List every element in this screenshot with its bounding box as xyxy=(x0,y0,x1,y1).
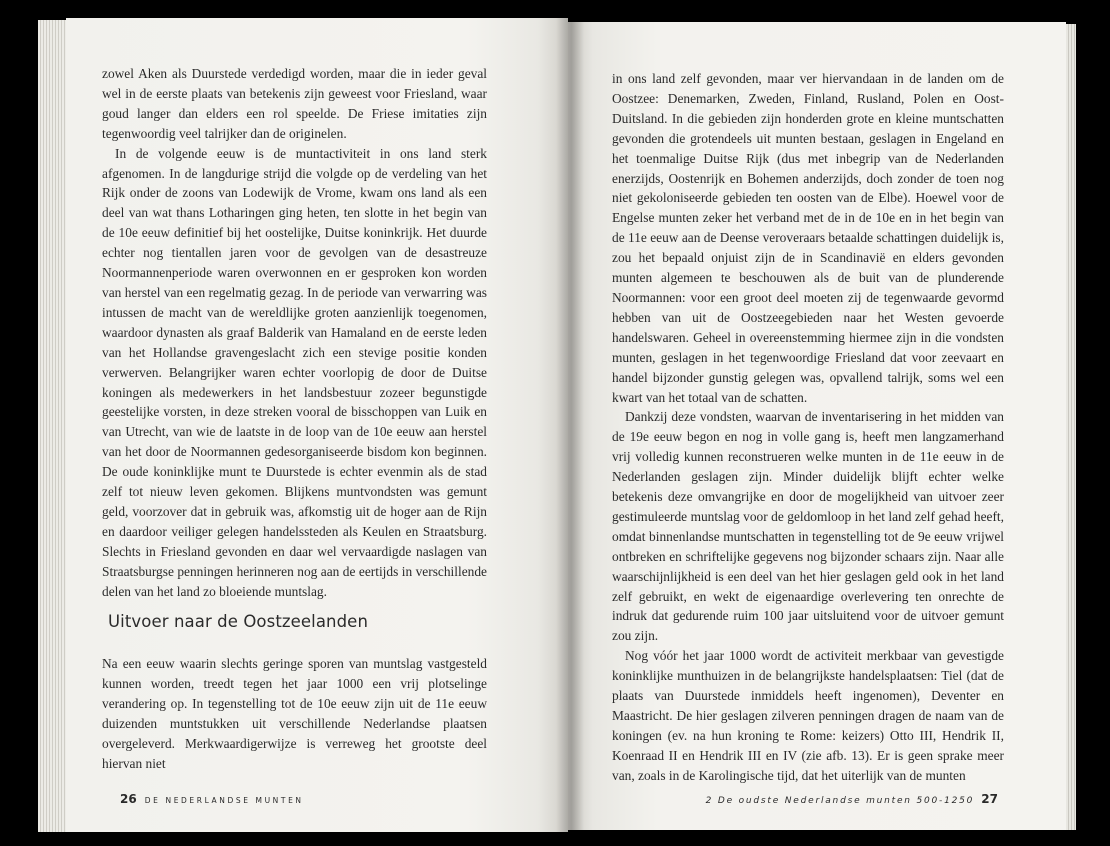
left-page-body-bottom xyxy=(102,654,487,773)
running-head: DE NEDERLANDSE MUNTEN xyxy=(144,796,304,805)
page-number: 26 xyxy=(120,792,137,806)
paragraph: Na een eeuw waarin slechts geringe sporen van muntslag vastgesteld kunnen worden, treedt tegen het jaar 1000 een vrij plotselinge verandering op. In tegenstelling tot de 10e eeuw zijn uit de 11e eeuw duizenden muntstukken uit verschillende Nederlandse plaatsen overgeleverd. Merkwaardigerwijze is verreweg het grootste deel hiervan niet xyxy=(102,656,487,771)
paragraph: in ons land zelf gevonden, maar ver hiervandaan in de landen om de Oostzee: Denemarken, Zweden, Finland, Rusland, Polen en Oost-Duitsland. In die gebieden zijn honderden grote en kleine muntschatten gevonden die grotendeels uit munten bestaan, geslagen in Engeland en het toenmalige Duitse Rijk (dus met inbegrip van de Nederlanden enerzijds, Oostenrijk en Bohemen anderzijds, doch zonder de toen nog niet gekoloniseerde gebieden ten oosten van de Elbe). Hoewel voor de Engelse munten zeker het verband met de in de 10e en in het begin van de 11e eeuw aan de Deense veroveraars betaalde schattingen duidelijk is, zou het bepaald onjuist zijn de in Scandinavië en elders gevonden munten algemeen te beschouwen als de buit van de plunderende Noormannen: voor een groot deel moeten zij de tegenwaarde gevormd hebben van uit de Oostzeegebieden naar het Westen gevoerde handelswaren. Geheel in overeenstemming hiermee zijn in die vondsten munten, geslagen in het tegenwoordige Friesland dat voor zeevaart en handel bijzonder gunstig gelegen was, opvallend talrijk, soms wel een kwart van het totaal van de schatten. xyxy=(612,71,1004,405)
right-page-body xyxy=(612,69,1004,786)
running-head: 2 De oudste Nederlandse munten 500-1250 xyxy=(705,796,975,806)
right-page-footer xyxy=(706,788,998,807)
section-heading: Uitvoer naar de Oostzeelanden xyxy=(108,612,368,631)
paragraph: zowel Aken als Duurstede verdedigd worden, maar die in ieder geval wel in de eerste plaats van betekenis zijn geweest voor Friesland, waar goud langer dan elders een rol speelde. De Friese imitaties zijn tegenwoordig veel talrijker dan de originelen. xyxy=(102,66,487,141)
paragraph: In de volgende eeuw is de muntactiviteit in ons land sterk afgenomen. In de langdurige strijd die volgde op de verdeling van het Rijk onder de zoons van Lodewijk de Vrome, kwam ons land als een deel van wat thans Lotharingen ging heten, ten slotte in het begin van de 10e eeuw definitief bij het oostelijke, Duitse koninkrijk. Het duurde echter nog tientallen jaren voor de gevolgen van de desastreuze Noormannenperiode waren overwonnen en er gesproken kon worden van herstel van een regelmatig gezag. In de periode van verwarring was intussen de macht van de wereldlijke groten aanzienlijk toegenomen, waardoor dynasten als graaf Balderik van Hamaland en de eerste leden van het Hollandse gravengeslacht zich een stevige positie konden verwerven. Belangrijker waren echter voorlopig de door de Duitse koningen als medewerkers in het landsbestuur zozeer begunstigde geestelijke vorsten, in deze streken vooral de bisschoppen van Luik en van Utrecht, van wie de laatste in de loop van de 10e eeuw aan herstel van het door de Noormannen gedesorganiseerde bisdom kon beginnen. De oude koninklijke munt te Duurstede is echter evenmin als de stad zelf tot nieuw leven gekomen. Blijkens muntvondsten was gemunt geld, voorzover dat in gebruik was, afkomstig uit de hoger aan de Rijn en daardoor veiliger gelegen handelssteden als Keulen en Straatsburg. Slechts in Friesland gevonden en daar wel vervaardigde naslagen van Straatsburgse penningen herinneren nog aan de eertijds in verschillende delen van het land zo bloeiende muntslag. xyxy=(102,145,487,599)
left-page-footer xyxy=(120,788,304,807)
paragraph: Dankzij deze vondsten, waarvan de inventarisering in het midden van de 19e eeuw begon en nog in volle gang is, heeft men langzamerhand vrij volledig kunnen reconstrueren welke munten in de 11e eeuw in de Nederlanden geslagen zijn. Minder duidelijk blijft echter welke betekenis deze omvangrijke en door de mogelijkheid van uitvoer zeer gestimuleerde muntslag voor de geldomloop in het land zelf gehad heeft, omdat binnenlandse muntschatten in tegenstelling tot de 9e eeuw vrijwel ontbreken en schriftelijke gegevens nog bijzonder schaars zijn. Naar alle waarschijnlijkheid is een deel van het hier geslagen geld ook in het land zelf gebruikt, en wekt de eigenaardige overlevering ten onrechte de indruk dat gedurende ruim 100 jaar uitsluitend voor de uitvoer gemunt zou zijn. xyxy=(612,409,1004,644)
right-page xyxy=(568,22,1066,830)
paragraph: Nog vóór het jaar 1000 wordt de activiteit merkbaar van gevestigde koninklijke munthuizen in de belangrijkste handelsplaatsen: Tiel (dat de plaats van Duurstede inmiddels heeft ingenomen), Deventer en Maastricht. De hier geslagen zilveren penningen dragen de naam van de koningen (ev. na hun kroning te Rome: keizers) Otto III, Hendrik II, Koenraad II en Hendrik III en IV (zie afb. 13). Er is geen sprake meer van, zoals in de Karolingische tijd, dat het uiterlijk van de munten xyxy=(612,648,1004,783)
left-page-body-top xyxy=(102,64,487,601)
left-page xyxy=(66,18,568,832)
page-number: 27 xyxy=(981,792,998,806)
